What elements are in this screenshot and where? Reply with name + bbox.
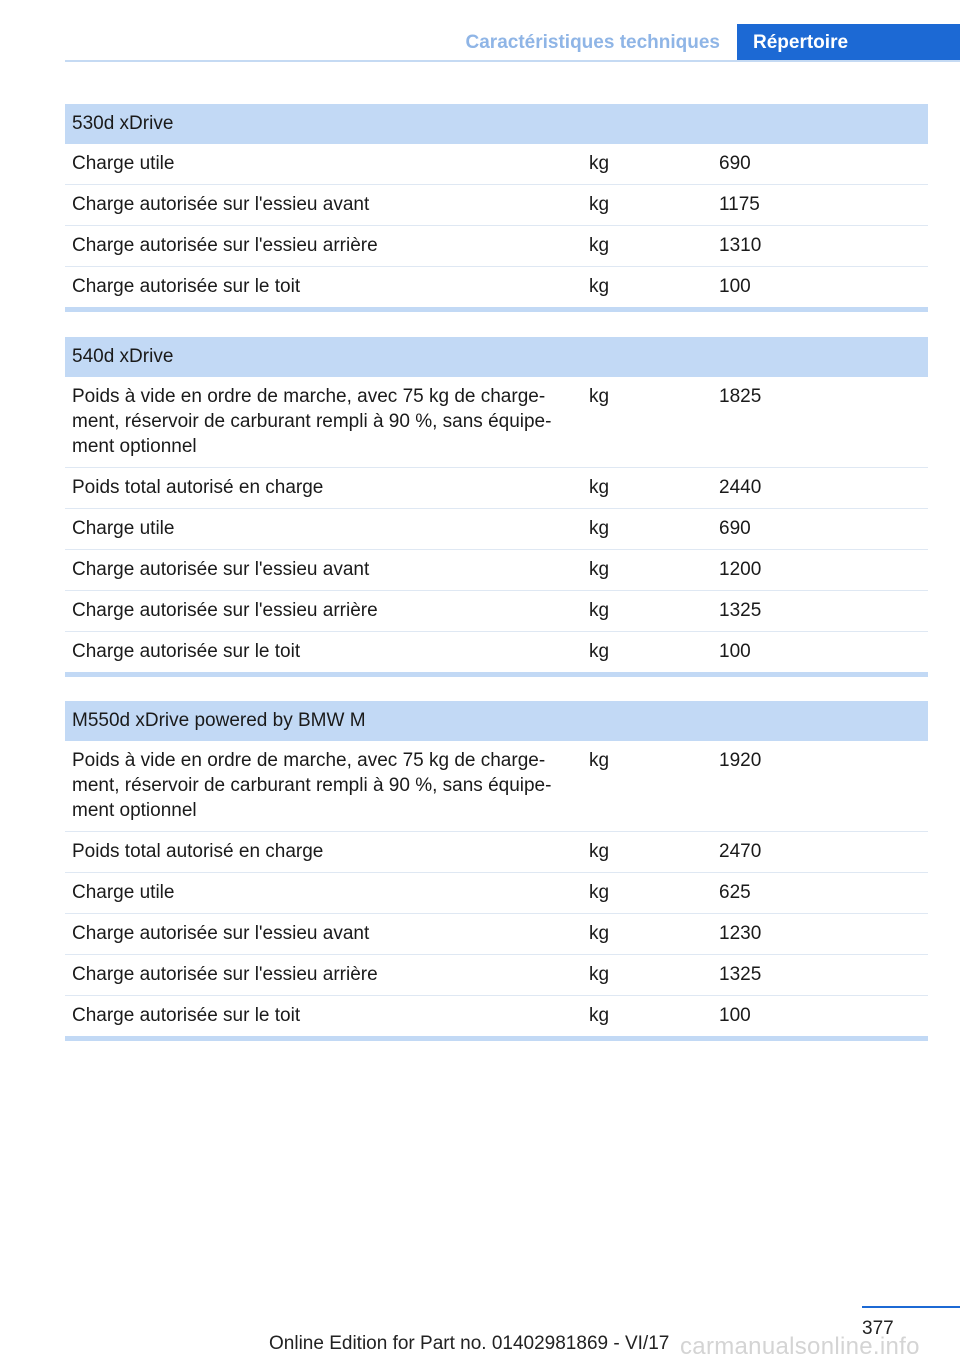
spec-table-540d (65, 337, 928, 677)
row-value: 1200 (719, 559, 762, 580)
row-label: Charge autorisée sur l'essieu avant (72, 559, 370, 580)
tab-caracteristiques-techniques[interactable]: Caractéristiques techniques (465, 32, 720, 53)
row-unit: kg (589, 923, 610, 944)
table-row (65, 955, 928, 996)
table-row (65, 226, 928, 267)
row-label: Poids total autorisé en charge (72, 841, 324, 862)
table-row (65, 832, 928, 873)
row-unit: kg (589, 235, 610, 256)
row-label: Charge autorisée sur l'essieu avant (72, 194, 370, 215)
row-unit: kg (589, 1005, 610, 1026)
row-label: Charge autorisée sur le toit (72, 276, 301, 297)
row-unit: kg (589, 386, 610, 407)
row-value: 1825 (719, 386, 762, 407)
row-unit: kg (589, 153, 610, 174)
row-value: 1325 (719, 964, 762, 985)
row-label: Charge autorisée sur le toit (72, 641, 301, 662)
row-value: 690 (719, 153, 751, 174)
table-row (65, 468, 928, 509)
table-title: M550d xDrive powered by BMW M (65, 701, 928, 741)
row-label: Poids à vide en ordre de marche, avec 75 kg de charge-ment, réservoir de carburant rempli à 90 %, sans équipe-ment optionnel (72, 386, 552, 457)
row-label: Poids à vide en ordre de marche, avec 75 kg de charge-ment, réservoir de carburant rempli à 90 %, sans équipe-ment optionnel (72, 750, 552, 821)
row-value: 100 (719, 641, 751, 662)
row-unit: kg (589, 841, 610, 862)
row-unit: kg (589, 477, 610, 498)
row-unit: kg (589, 882, 610, 903)
table-bottom-rule (65, 307, 928, 312)
row-label: Charge autorisée sur l'essieu arrière (72, 964, 378, 985)
table-bottom-rule (65, 1036, 928, 1041)
row-value: 1175 (719, 194, 760, 215)
spec-table-m550d (65, 701, 928, 1041)
row-unit: kg (589, 559, 610, 580)
table-title: 530d xDrive (65, 104, 928, 144)
table-row (65, 591, 928, 632)
row-unit: kg (589, 194, 610, 215)
table-row (65, 267, 928, 307)
row-label: Charge utile (72, 518, 175, 539)
row-value: 1310 (719, 235, 762, 256)
row-unit: kg (589, 276, 610, 297)
row-unit: kg (589, 750, 610, 771)
page-number-rule (862, 1306, 960, 1308)
row-label: Charge autorisée sur le toit (72, 1005, 301, 1026)
row-value: 1230 (719, 923, 762, 944)
row-value: 2470 (719, 841, 762, 862)
row-label: Poids total autorisé en charge (72, 477, 324, 498)
table-row (65, 377, 928, 468)
table-row (65, 873, 928, 914)
spec-table-530d (65, 104, 928, 312)
row-value: 100 (719, 1005, 751, 1026)
row-label: Charge utile (72, 153, 175, 174)
row-unit: kg (589, 600, 610, 621)
table-row (65, 185, 928, 226)
row-unit: kg (589, 641, 610, 662)
row-value: 690 (719, 518, 751, 539)
row-label: Charge autorisée sur l'essieu arrière (72, 600, 378, 621)
table-row (65, 632, 928, 672)
row-unit: kg (589, 518, 610, 539)
edition-footer: Online Edition for Part no. 01402981869 - VI/17 (269, 1333, 670, 1354)
row-label: Charge autorisée sur l'essieu avant (72, 923, 370, 944)
table-row (65, 144, 928, 185)
page-number: 377 (862, 1318, 894, 1339)
row-value: 1920 (719, 750, 762, 771)
row-unit: kg (589, 964, 610, 985)
tab-repertoire[interactable]: Répertoire (737, 24, 960, 62)
row-value: 2440 (719, 477, 762, 498)
table-row (65, 509, 928, 550)
table-title: 540d xDrive (65, 337, 928, 377)
row-label: Charge utile (72, 882, 175, 903)
table-row (65, 550, 928, 591)
watermark: carmanualsonline.info (680, 1333, 920, 1360)
row-value: 100 (719, 276, 751, 297)
table-row (65, 914, 928, 955)
header-divider (65, 60, 960, 62)
page-header (0, 0, 960, 62)
row-value: 625 (719, 882, 751, 903)
table-row (65, 741, 928, 832)
row-value: 1325 (719, 600, 762, 621)
table-row (65, 996, 928, 1036)
row-label: Charge autorisée sur l'essieu arrière (72, 235, 378, 256)
table-bottom-rule (65, 672, 928, 677)
